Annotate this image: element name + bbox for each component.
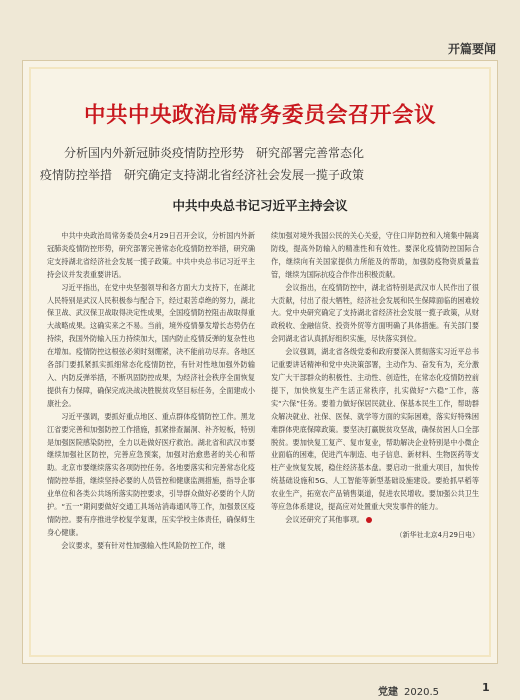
paragraph: 会议强调，湖北省各级党委和政府要深入贯彻落实习近平总书记重要讲话精神和党中央决策部署，主动作为、奋发有为，充分激发广大干部群众的积极性、主动性、创造性，在常态化疫情防控前提下，加快恢复生产生活正常秩序，扎实做好“六稳”工作，落实“六保”任务。要着力做好保居民就业、保基本民生工作，帮助群众解决就业、社保、医保、就学等方面的实际困难，落实好特殊困难群体兜底保障政策。要坚决打赢脱贫攻坚战，确保贫困人口全部脱贫。要加快复工复产、复市复业，帮助解决企业特别是中小微企业面临的困难，促进汽车制造、电子信息、新材料、生物医药等支柱产业恢复发展，稳住经济基本盘。要启动一批重大项目，加快传统基础设施和5G、人工智能等新型基础设施建设。要抢抓早稻等农业生产，拓宽农产品销售渠道，促进农民增收。要加强公共卫生等应急体系建设，提高应对处置重大突发事件的能力。 (271, 347, 479, 512)
end-mark-icon (366, 517, 372, 523)
paragraph: 会议指出，在疫情防控中，湖北省特别是武汉市人民作出了很大贡献，付出了很大牺牲，经济社会发展和民生保障面临的困难较大。党中央研究确定了支持湖北省经济社会发展一揽子政策，从财政税收、金融信贷、投资外贸等方面明确了具体措施。有关部门要会同湖北省认真抓好组织实施，尽快落实到位。 (271, 282, 479, 344)
byline: 中共中央总书记习近平主持会议 (172, 198, 348, 213)
section-tag: 开篇要闻 (447, 42, 496, 56)
page-number: 1 (482, 681, 490, 694)
paragraph: 习近平指出，在党中央坚强领导和各方面大力支持下，在湖北人民特别是武汉人民积极参与配合下，经过艰苦卓绝的努力，湖北保卫战、武汉保卫战取得决定性成果，全国疫情防控阻击战取得重大战略成果。这确实来之不易。当前，境外疫情暴发增长态势仍在持续，我国外防输入压力持续加大，国内防止疫情反弹的复杂性也在增加。疫情防控这根弦必须时刻绷紧，决不能前功尽弃。各地区各部门要抓紧抓实抓细常态化疫情防控，有针对性地加强外防输入、内防反弹举措，不断巩固防控成果，为经济社会秩序全面恢复提供有力保障，确保完成决战决胜脱贫攻坚目标任务，全面建成小康社会。 (47, 282, 255, 408)
paragraph: 中共中央政治局常务委员会4月29日召开会议，分析国内外新冠肺炎疫情防控形势，研究部署完善常态化疫情防控举措，研究确定支持湖北省经济社会发展一揽子政策。中共中央总书记习近平主持会议并发表重要讲话。 (47, 231, 255, 279)
issue-number: 2020.5 (404, 687, 439, 698)
article-body (47, 230, 479, 630)
subhead-line-2: 疫情防控举措 研究确定支持湖北省经济社会发展一揽子政策 (40, 168, 365, 182)
magazine-name: 党建 (378, 687, 398, 698)
footer-issue (378, 683, 439, 698)
paragraph-closing (271, 514, 479, 527)
paragraph: 会议要求，要有针对性加强输入性风险防控工作，继 (61, 540, 226, 550)
subhead-line-1: 分析国内外新冠肺炎疫情防控形势 研究部署完善常态化 (64, 146, 365, 160)
closing-text: 会议还研究了其他事项。 (285, 514, 364, 524)
article-column-left (47, 230, 255, 630)
paragraph: 续加强对境外我国公民的关心关爱，守住口岸防控和入境集中隔离防线，提高外防输入的精准性和有效性。要深化疫情防控国际合作，继续向有关国家提供力所能及的帮助，加强防疫物资质量监管，继续为国际抗疫合作作出积极贡献。 (271, 231, 479, 279)
article-column-right (271, 230, 479, 630)
paragraph: 习近平强调，要抓好重点地区、重点群体疫情防控工作。黑龙江省要完善和加强防控工作措施，抓紧排查漏洞、补齐短板，特别是加强医院感染防控，全力以赴做好医疗救治。湖北省和武汉市要继续加强社区防控，完善应急预案，加强对治愈患者的关心和帮助。北京市要继续落实各项防控任务。各地要落实和完善常态化疫情防控举措，继续坚持必要的人员管控和健康监测措施，指导企事业单位和各类公共场所落实防控要求，引导群众做好必要的个人防护。“五一”期间要做好交通工具场站消毒通风等工作，加强景区疫情防控。要有序推进学校复学复课，压实学校主体责任，确保师生身心健康。 (47, 411, 255, 537)
headline: 中共中央政治局常务委员会召开会议 (83, 103, 436, 128)
source-credit: （新华社北京4月29日电） (395, 530, 479, 539)
